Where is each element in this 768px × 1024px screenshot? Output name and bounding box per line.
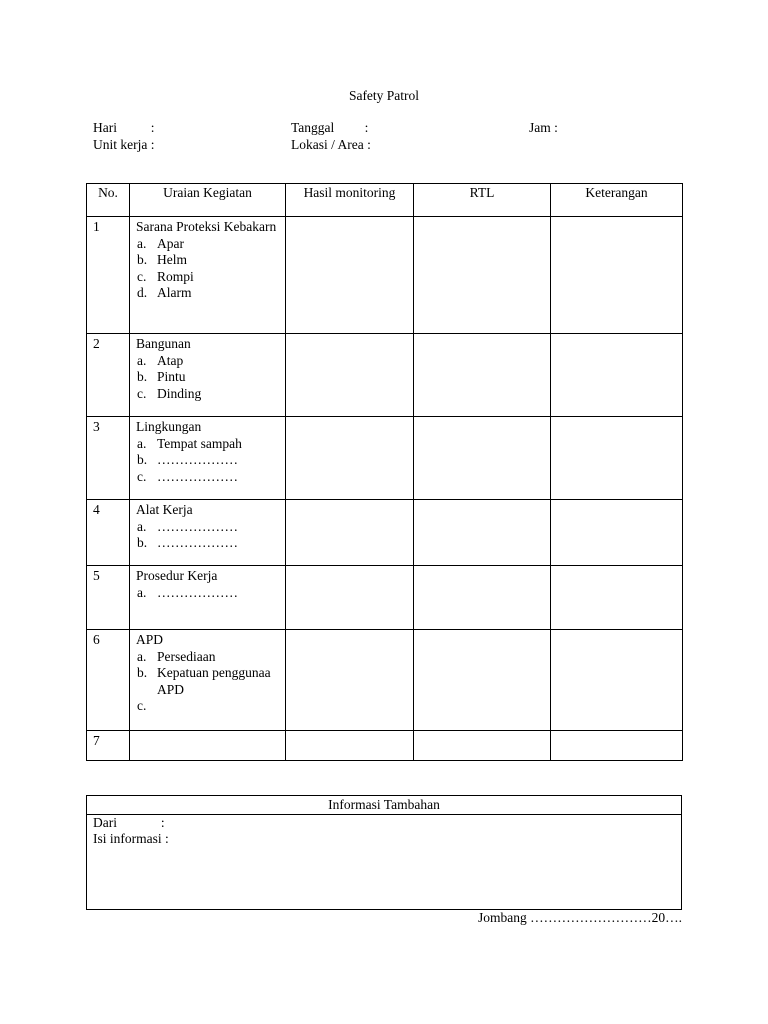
list-marker: b. [137,665,148,681]
rtl-cell [414,417,551,500]
sub-item-list [136,649,285,715]
hasil-monitoring-cell [286,731,414,761]
table-row [87,731,683,761]
list-item [136,369,285,386]
uraian-title: Prosedur Kerja [136,568,218,583]
list-item [136,585,285,602]
list-item [136,649,285,666]
list-item [136,386,285,403]
tanggal-label: Tanggal : [291,120,369,135]
table-row [87,217,683,334]
sub-item-list [136,519,285,552]
list-item-text: ……………… [157,535,238,551]
list-marker: c. [137,468,147,484]
row-number: 4 [87,500,130,566]
keterangan-cell [551,334,683,417]
list-item-text: ……………… [157,452,238,468]
document-title: Safety Patrol [348,88,420,103]
list-item-text: Atap [157,352,184,368]
row-number: 2 [87,334,130,417]
hasil-monitoring-cell [286,417,414,500]
list-marker: a. [137,352,147,368]
column-header: Hasil monitoring [286,184,414,217]
list-item [136,436,285,453]
hari-label: Hari : [93,120,155,135]
uraian-cell [130,630,286,731]
row-number: 3 [87,417,130,500]
list-marker: b. [137,252,148,268]
rtl-cell [414,630,551,731]
rtl-cell [414,334,551,417]
list-item [136,698,285,715]
table-row [87,500,683,566]
sub-item-list [136,236,285,302]
uraian-cell [130,334,286,417]
list-marker: c. [137,698,147,714]
list-item-text: ……………… [157,584,238,600]
rtl-cell [414,217,551,334]
list-marker: c. [137,268,147,284]
keterangan-cell [551,731,683,761]
list-item [136,252,285,269]
table-row [87,417,683,500]
list-item [136,353,285,370]
list-item [136,236,285,253]
list-item-text: Dinding [157,385,202,401]
row-number: 1 [87,217,130,334]
list-item [136,469,285,486]
list-item-text: Pintu [157,369,186,385]
list-item [136,535,285,552]
list-marker: b. [137,369,148,385]
list-item-text: Tempat sampah [157,435,242,451]
hasil-monitoring-cell [286,500,414,566]
list-item-text: Alarm [157,285,192,301]
uraian-cell [130,417,286,500]
uraian-title: Lingkungan [136,419,202,434]
list-marker: b. [137,452,148,468]
sub-item-list [136,436,285,486]
list-item-text: Apar [157,235,184,251]
list-item-text: Kepatuan penggunaa APD [157,665,271,697]
patrol-table [86,183,683,761]
keterangan-cell [551,500,683,566]
list-item-text: Rompi [157,268,194,284]
column-header: No. [87,184,130,217]
table-row [87,334,683,417]
table-row [87,630,683,731]
sub-item-list [136,353,285,403]
list-item-text: ……………… [157,468,238,484]
isi-informasi-label: Isi informasi : [93,831,169,847]
column-header: Keterangan [551,184,683,217]
info-box [86,795,682,910]
uraian-title: Bangunan [136,336,191,351]
rtl-cell [414,566,551,630]
uraian-cell [130,500,286,566]
keterangan-cell [551,566,683,630]
table-row [87,566,683,630]
hasil-monitoring-cell [286,217,414,334]
list-marker: a. [137,518,147,534]
list-item [136,519,285,536]
table-header-row [87,184,683,217]
list-marker: d. [137,285,148,301]
list-item-text: ……………… [157,518,238,534]
hasil-monitoring-cell [286,566,414,630]
hasil-monitoring-cell [286,630,414,731]
info-heading: Informasi Tambahan [87,796,682,815]
list-marker: a. [137,584,147,600]
rtl-cell [414,731,551,761]
dari-label: Dari : [93,814,165,830]
list-item [136,285,285,302]
keterangan-cell [551,417,683,500]
row-number: 5 [87,566,130,630]
uraian-cell [130,217,286,334]
list-marker: b. [137,535,148,551]
uraian-cell [130,566,286,630]
lokasi-label: Lokasi / Area : [291,137,371,152]
hasil-monitoring-cell [286,334,414,417]
unit-kerja-label: Unit kerja : [93,137,155,152]
column-header: Uraian Kegiatan [130,184,286,217]
uraian-cell [130,731,286,761]
sub-item-list [136,585,285,602]
list-item [136,452,285,469]
list-item [136,269,285,286]
uraian-title: Sarana Proteksi Kebakarn [136,219,277,234]
keterangan-cell [551,217,683,334]
list-item-text: Helm [157,252,187,268]
list-marker: a. [137,235,147,251]
uraian-title: APD [136,632,164,647]
rtl-cell [414,500,551,566]
list-marker: a. [137,648,147,664]
column-header: RTL [414,184,551,217]
list-marker: c. [137,385,147,401]
signature-line: Jombang ………………………20…. [478,910,682,925]
jam-label: Jam : [529,120,558,135]
list-item [136,665,285,698]
list-marker: a. [137,435,147,451]
uraian-title: Alat Kerja [136,502,193,517]
row-number: 6 [87,630,130,731]
list-item-text: Persediaan [157,648,216,664]
keterangan-cell [551,630,683,731]
row-number: 7 [87,731,130,761]
